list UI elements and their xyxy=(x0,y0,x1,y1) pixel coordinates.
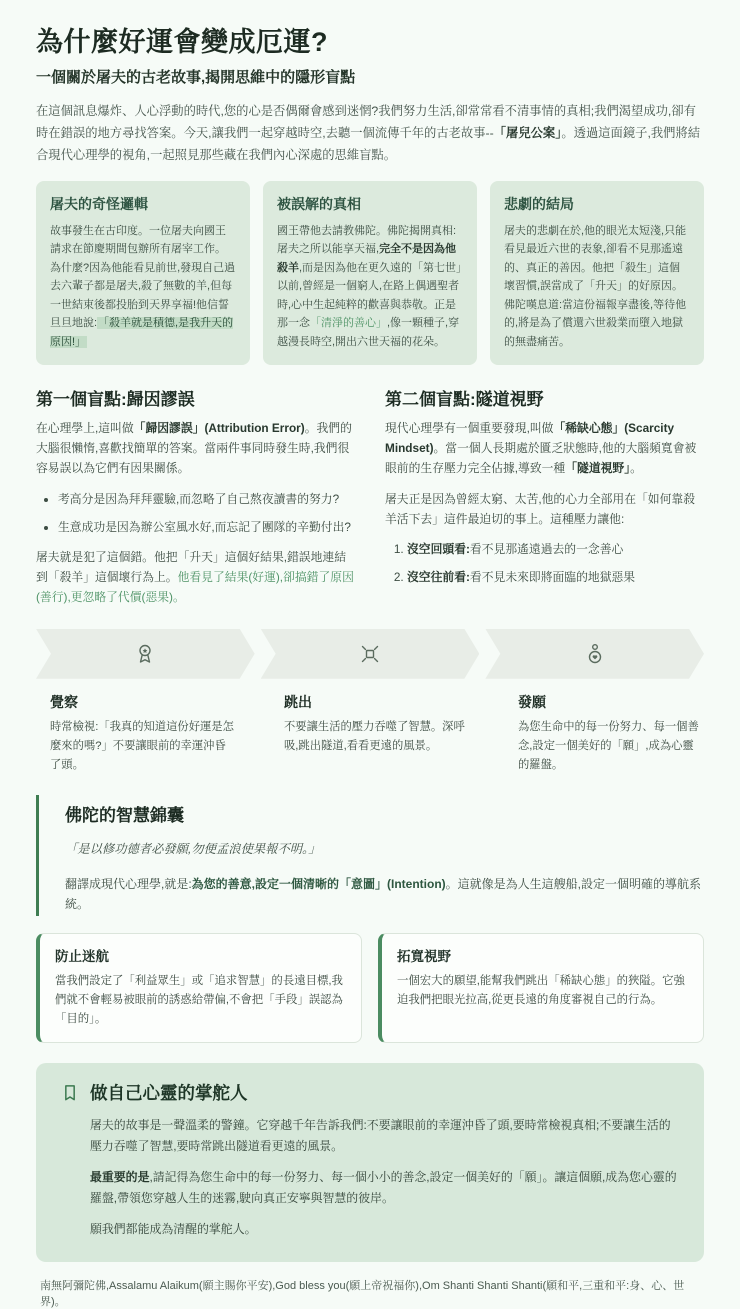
benefit-card-title: 防止迷航 xyxy=(55,949,109,965)
text: 。當一個人長期處於匱乏狀態時,他的大腦頻寬會被眼前的生存壓力完全佔據,導致一種 xyxy=(385,441,697,475)
intro-paragraph xyxy=(36,101,704,167)
emphasized-term: 「隧道視野」 xyxy=(565,460,631,475)
list-item: • 考高分是因為拜拜靈驗,而忽略了自己熬夜讀書的努力? xyxy=(58,490,355,510)
story-card-text: 故事發生在古印度。一位屠夫向國王請求在節慶期間包辦所有屠宰工作。為什麼?因為他能看見前世,發現自己過去六輩子都是屠夫,殺了無數的羊,但每一世結束後都投胎到天界享福!他信誓旦旦地說: xyxy=(50,225,236,330)
intro-story-name: 「屠兒公案」 xyxy=(493,126,562,141)
practice-steps xyxy=(36,629,704,775)
list-item-lead: 沒空回頭看: xyxy=(407,542,470,557)
text: 。 xyxy=(630,460,642,475)
paragraph: 屠夫正是因為曾經太窮、太苦,他的心力全部用在「如何靠殺羊活下去」這件最迫切的事上。這種壓力讓他: xyxy=(385,491,695,526)
emphasized-term: 「歸因謬誤」(Attribution Error) xyxy=(133,421,305,436)
blindspot-2-tunnel-vision xyxy=(385,375,704,619)
paragraph xyxy=(65,874,704,915)
step-text: 為您生命中的每一份努力、每一個善念,設定一個美好的「願」,成為心靈的羅盤。 xyxy=(518,720,699,771)
text: 現代心理學有一個重要發現,叫做 xyxy=(385,421,554,436)
steps-chevron-row xyxy=(36,629,704,679)
intro-text-pre: 在這個訊息爆炸、人心浮動的時代,您的心是否偶爾會感到迷惘?我們努力生活,卻常常看不清事情的真相;我們渴望成功,卻有時在錯誤的地方尋找答案。今天,讓我們一起穿越時空,去聽一個流傳千年的古老故事-- xyxy=(36,104,696,141)
emphasized-term: 「稀缺心態」(Scarcity Mindset) xyxy=(385,421,675,456)
story-card-title: 被誤解的真相 xyxy=(277,196,361,213)
bookmark-icon xyxy=(60,1083,80,1103)
conclusion-panel xyxy=(36,1063,704,1262)
scripture-quote: 「是以修功德者必發願,勿便孟浪使果報不明。」 xyxy=(65,841,321,856)
emphasized-text: 最重要的是 xyxy=(90,1170,150,1185)
highlighted-quote: 「殺羊就是積德,是我升天的原因!」 xyxy=(50,317,234,348)
paragraph xyxy=(385,419,704,478)
steps-text-row xyxy=(36,679,704,775)
text: 翻譯成現代心理學,就是: xyxy=(65,876,192,891)
green-accent-text: 「清淨的善心」 xyxy=(310,317,387,330)
story-card-title: 屠夫的奇怪邏輯 xyxy=(50,196,148,213)
paragraph xyxy=(36,548,355,607)
story-cards-row xyxy=(36,181,704,365)
story-card-text: 國王帶他去請教佛陀。佛陀揭開真相:屠夫之所以能享天福, xyxy=(277,225,457,256)
story-card-text: ,像一顆種子,穿越漫長時空,開出六世天福的花朵。 xyxy=(277,317,460,348)
story-card-tragic-ending xyxy=(490,181,704,365)
escape-box-icon xyxy=(358,642,382,666)
story-card-body xyxy=(277,222,463,351)
text: 。這就像是為人生這艘船,設定一個明確的導航系統。 xyxy=(65,876,701,911)
story-card-misunderstood-truth xyxy=(263,181,477,365)
list-item: • 生意成功是因為辦公室風水好,而忘記了團隊的辛勤付出? xyxy=(58,518,355,538)
list-item xyxy=(407,540,704,560)
benefit-card-text: 一個宏大的願望,能幫我們跳出「稀缺心態」的狹隘。它強迫我們把眼光拉高,從更長遠的角度審視自己的行為。 xyxy=(397,975,685,1007)
closing-blessing: 願我們都能成為清醒的掌舵人。 xyxy=(90,1221,257,1236)
buddha-wisdom-section xyxy=(36,795,704,917)
story-card-butcher-logic xyxy=(36,181,250,365)
page-title: 為什麼好運會變成厄運? xyxy=(36,27,328,57)
footer-blessings: 南無阿彌陀佛,Assalamu Alaikum(願主賜你平安),God bless you(願上帝祝福你),Om Shanti Shanti Shanti(願和平,三重和平:身、心、世界)。 xyxy=(40,1279,685,1308)
list-item-text: 看不見那遙遠過去的一念善心 xyxy=(469,542,624,557)
list-item-lead: 沒空往前看: xyxy=(407,570,470,585)
paragraph xyxy=(36,419,355,478)
step-make-vow xyxy=(504,679,704,775)
paragraph xyxy=(90,1167,680,1209)
step-awareness xyxy=(36,679,236,775)
benefit-card-prevent-drifting xyxy=(36,933,362,1043)
intro-text-post: 。透過這面鏡子,我們將結合現代心理學的視角,一起照見那些藏在我們內心深處的思維盲點。 xyxy=(36,126,701,163)
green-accent-text: 他看見了結果(好運),卻搞錯了原因(善行),更忽略了代價(惡果)。 xyxy=(36,570,354,604)
text: 。我們的大腦很懶惰,喜歡找簡單的答案。當兩件事同時發生時,我們很容易誤以為它們有因果關係。 xyxy=(36,421,352,475)
list-item xyxy=(407,568,704,588)
story-card-body: 屠夫的悲劇在於,他的眼光太短淺,只能看見最近六世的表象,卻看不見那遙遠的、真正的善因。他把「殺生」這個壞習慣,誤當成了「升天」的好原因。佛陀嘆息道:當這份福報享盡後,等待他的,將是為了償還六世殺業而墮入地獄的無盡痛苦。 xyxy=(504,225,687,348)
section-heading: 第一個盲點:歸因謬誤 xyxy=(36,390,195,410)
step-chevron-make-vow xyxy=(485,629,704,679)
text: ,請記得為您生命中的每一份努力、每一個小小的善念,設定一個美好的「願」。讓這個願,成為您心靈的羅盤,帶領您穿越人生的迷霧,駛向真正安寧與智慧的彼岸。 xyxy=(90,1170,677,1205)
text: 在心理學上,這叫做 xyxy=(36,421,134,436)
conclusion-title: 做自己心靈的掌舵人 xyxy=(90,1083,248,1104)
blindspot-1-attribution-error xyxy=(36,375,355,619)
numbered-list xyxy=(385,540,704,588)
conclusion-body xyxy=(90,1115,680,1240)
step-text: 時常檢視:「我真的知道這份好運是怎麼來的嗎?」不要讓眼前的幸運沖昏了頭。 xyxy=(50,720,234,771)
story-card-text: ,而是因為他在更久遠的「第七世」以前,曾經是一個窮人,在路上偶遇聖者時,心中生起純粹的歡喜與恭敬。正是那一念 xyxy=(277,261,462,330)
step-title: 跳出 xyxy=(284,693,312,710)
list-item-text: 看不見未來即將面臨的地獄惡果 xyxy=(469,570,636,585)
benefit-card-widen-view xyxy=(378,933,704,1043)
story-card-body xyxy=(50,222,236,351)
emphasized-text: 完全不是因為他殺羊 xyxy=(277,243,457,274)
benefit-cards-row xyxy=(36,933,704,1043)
step-text: 不要讓生活的壓力吞噬了智慧。深呼吸,跳出隧道,看看更遠的風景。 xyxy=(284,720,465,752)
section-heading: 第二個盲點:隧道視野 xyxy=(385,390,544,410)
step-chevron-awareness xyxy=(36,629,255,679)
paragraph: 屠夫的故事是一聲溫柔的警鐘。它穿越千年告訴我們:不要讓眼前的幸運沖昏了頭,要時常檢視真相;不要讓生活的壓力吞噬了智慧,要時常跳出隧道看更遠的風景。 xyxy=(90,1118,671,1154)
step-title: 發願 xyxy=(518,693,546,710)
person-heart-icon xyxy=(583,642,607,666)
benefit-card-title: 拓寬視野 xyxy=(397,949,451,965)
text: 屠夫就是犯了這個錯。他把「升天」這個好結果,錯誤地連結到「殺羊」這個壞行為上。 xyxy=(36,550,346,585)
example-list xyxy=(36,490,355,538)
emphasized-term: 為您的善意,設定一個清晰的「意圖」(Intention) xyxy=(191,876,446,891)
benefit-card-text: 當我們設定了「利益眾生」或「追求智慧」的長遠目標,我們就不會輕易被眼前的誘惑給帶偏,不會把「手段」誤認為「目的」。 xyxy=(55,975,343,1026)
award-icon xyxy=(133,642,157,666)
page-subtitle: 一個關於屠夫的古老故事,揭開思維中的隱形盲點 xyxy=(36,69,356,87)
step-chevron-jump-out xyxy=(261,629,480,679)
story-card-title: 悲劇的結局 xyxy=(504,196,574,213)
step-jump-out xyxy=(270,679,470,775)
conclusion-title-row xyxy=(60,1080,680,1105)
blindspot-columns xyxy=(36,375,704,619)
step-title: 覺察 xyxy=(50,693,78,710)
section-heading: 佛陀的智慧錦囊 xyxy=(65,805,184,825)
